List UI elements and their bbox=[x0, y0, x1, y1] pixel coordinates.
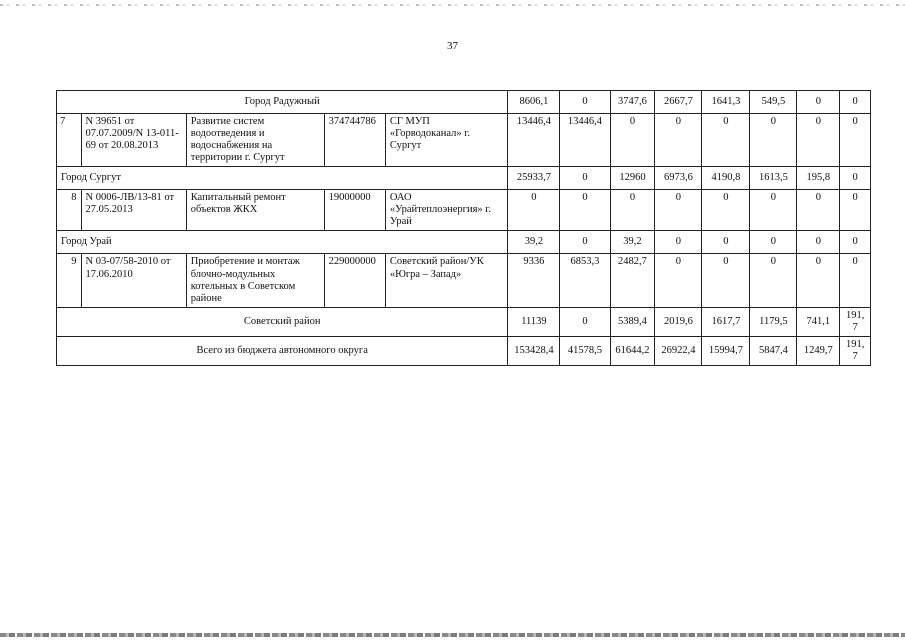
project-name: Капитальный ремонт объектов ЖКХ bbox=[186, 190, 324, 231]
value-cell: 41578,5 bbox=[560, 336, 610, 365]
value-cell: 13446,4 bbox=[560, 114, 610, 167]
group-label: Город Радужный bbox=[57, 91, 508, 114]
value-cell: 26922,4 bbox=[655, 336, 702, 365]
value-cell: 0 bbox=[655, 254, 702, 307]
value-cell: 0 bbox=[702, 231, 750, 254]
value-cell: 15994,7 bbox=[702, 336, 750, 365]
value-cell: 0 bbox=[560, 231, 610, 254]
group-label: Город Урай bbox=[57, 231, 508, 254]
value-cell: 0 bbox=[840, 91, 871, 114]
value-cell: 2482,7 bbox=[610, 254, 655, 307]
value-cell: 195,8 bbox=[797, 167, 840, 190]
value-cell: 0 bbox=[797, 190, 840, 231]
value-cell: 2667,7 bbox=[655, 91, 702, 114]
total-amount: 374744786 bbox=[324, 114, 385, 167]
group-label: Всего из бюджета автономного округа bbox=[57, 336, 508, 365]
value-cell: 0 bbox=[655, 190, 702, 231]
value-cell: 0 bbox=[560, 167, 610, 190]
table-body bbox=[57, 91, 871, 366]
value-cell: 0 bbox=[840, 254, 871, 307]
organization: Советский район/УК «Югра – Запад» bbox=[385, 254, 508, 307]
value-cell: 3747,6 bbox=[610, 91, 655, 114]
value-cell: 11139 bbox=[508, 307, 560, 336]
value-cell: 0 bbox=[840, 231, 871, 254]
value-cell: 1249,7 bbox=[797, 336, 840, 365]
agreement-number: N 0006-ЛВ/13-81 от 27.05.2013 bbox=[81, 190, 186, 231]
group-label: Город Сургут bbox=[57, 167, 508, 190]
value-cell: 8606,1 bbox=[508, 91, 560, 114]
value-cell: 0 bbox=[560, 91, 610, 114]
project-name: Приобретение и монтаж блочно-модульных котельных в Советском районе bbox=[186, 254, 324, 307]
value-cell: 39,2 bbox=[610, 231, 655, 254]
value-cell: 0 bbox=[702, 254, 750, 307]
value-cell: 0 bbox=[750, 114, 797, 167]
row-index: 8 bbox=[57, 190, 82, 231]
agreement-number: N 39651 от 07.07.2009/N 13-011-69 от 20.08.2013 bbox=[81, 114, 186, 167]
group-total-row bbox=[57, 167, 871, 190]
value-cell: 0 bbox=[797, 114, 840, 167]
value-cell: 0 bbox=[797, 91, 840, 114]
value-cell: 0 bbox=[750, 231, 797, 254]
value-cell: 0 bbox=[508, 190, 560, 231]
value-cell: 0 bbox=[610, 114, 655, 167]
value-cell: 0 bbox=[560, 307, 610, 336]
value-cell: 191,7 bbox=[840, 336, 871, 365]
agreement-number: N 03-07/58-2010 от 17.06.2010 bbox=[81, 254, 186, 307]
value-cell: 1179,5 bbox=[750, 307, 797, 336]
group-total-row bbox=[57, 231, 871, 254]
value-cell: 61644,2 bbox=[610, 336, 655, 365]
value-cell: 0 bbox=[655, 114, 702, 167]
value-cell: 6853,3 bbox=[560, 254, 610, 307]
value-cell: 0 bbox=[655, 231, 702, 254]
value-cell: 4190,8 bbox=[702, 167, 750, 190]
value-cell: 153428,4 bbox=[508, 336, 560, 365]
value-cell: 39,2 bbox=[508, 231, 560, 254]
value-cell: 1613,5 bbox=[750, 167, 797, 190]
value-cell: 0 bbox=[702, 114, 750, 167]
value-cell: 5847,4 bbox=[750, 336, 797, 365]
group-total-row bbox=[57, 91, 871, 114]
value-cell: 25933,7 bbox=[508, 167, 560, 190]
budget-table bbox=[56, 90, 871, 366]
value-cell: 0 bbox=[702, 190, 750, 231]
value-cell: 0 bbox=[750, 254, 797, 307]
value-cell: 0 bbox=[560, 190, 610, 231]
group-total-row bbox=[57, 336, 871, 365]
value-cell: 12960 bbox=[610, 167, 655, 190]
value-cell: 0 bbox=[797, 254, 840, 307]
row-index: 7 bbox=[57, 114, 82, 167]
value-cell: 0 bbox=[750, 190, 797, 231]
value-cell: 9336 bbox=[508, 254, 560, 307]
total-amount: 19000000 bbox=[324, 190, 385, 231]
value-cell: 6973,6 bbox=[655, 167, 702, 190]
table-row bbox=[57, 254, 871, 307]
value-cell: 549,5 bbox=[750, 91, 797, 114]
value-cell: 1641,3 bbox=[702, 91, 750, 114]
value-cell: 0 bbox=[840, 167, 871, 190]
value-cell: 191,7 bbox=[840, 307, 871, 336]
organization: СГ МУП «Горводоканал» г. Сургут bbox=[385, 114, 508, 167]
table-row bbox=[57, 190, 871, 231]
page-number: 37 bbox=[447, 40, 458, 52]
scan-artifact-bottom bbox=[0, 633, 905, 637]
organization: ОАО «Урайтеплоэнергия» г. Урай bbox=[385, 190, 508, 231]
total-amount: 229000000 bbox=[324, 254, 385, 307]
value-cell: 0 bbox=[797, 231, 840, 254]
group-total-row bbox=[57, 307, 871, 336]
value-cell: 13446,4 bbox=[508, 114, 560, 167]
value-cell: 0 bbox=[840, 190, 871, 231]
row-index: 9 bbox=[57, 254, 82, 307]
value-cell: 741,1 bbox=[797, 307, 840, 336]
value-cell: 2019,6 bbox=[655, 307, 702, 336]
table-row bbox=[57, 114, 871, 167]
project-name: Развитие систем водоотведения и водоснабжения на территории г. Сургут bbox=[186, 114, 324, 167]
value-cell: 0 bbox=[840, 114, 871, 167]
value-cell: 1617,7 bbox=[702, 307, 750, 336]
value-cell: 0 bbox=[610, 190, 655, 231]
group-label: Советский район bbox=[57, 307, 508, 336]
scan-artifact-top bbox=[0, 4, 905, 6]
value-cell: 5389,4 bbox=[610, 307, 655, 336]
